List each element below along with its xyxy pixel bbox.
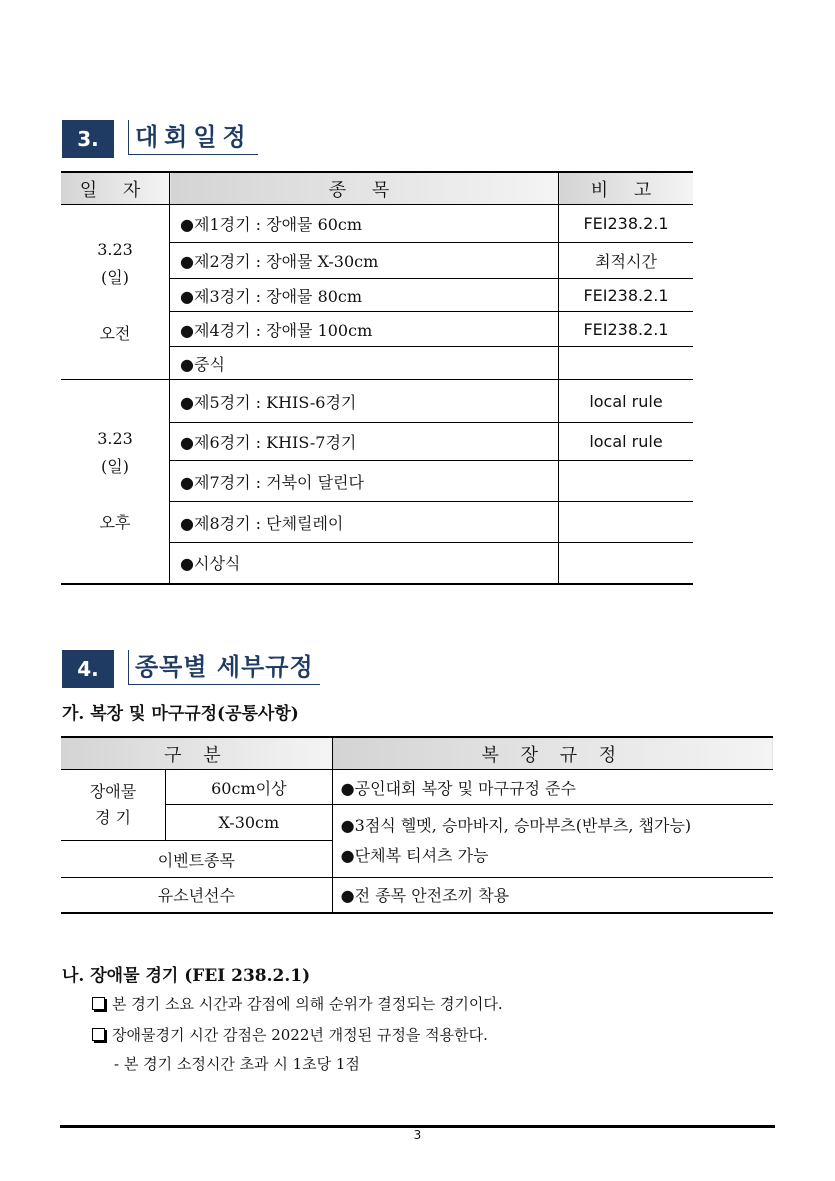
event-cell: ●제3경기 : 장애물 80cm [170,279,559,312]
day: (일) [101,268,129,287]
table-row [61,770,773,805]
header-note: 비 고 [559,172,694,205]
checkbox-line [92,1024,488,1045]
height-60: 60cm이상 [166,770,333,805]
checkbox-icon [92,997,105,1010]
note-cell [559,543,694,584]
height-x30: X-30cm [166,805,333,841]
event-cell: ●제4경기 : 장애물 100cm [170,312,559,347]
day: (일) [101,457,129,477]
event-cell: ●중식 [170,347,559,380]
subheading-b: 나. 장애물 경기 (FEI 238.2.1) [62,966,311,986]
event-text: 제2경기 : 장애물 X-30cm [194,252,379,271]
rule-cell: ●3점식 헬멧, 승마바지, 승마부츠(반부츠, 챕가능) ●단체복 티셔츠 가능 [332,805,773,878]
rule-cell: ●공인대회 복장 및 마구규정 준수 [332,770,773,805]
category-label: 장애물 [89,782,137,801]
date-cell [61,380,170,584]
header-rule: 복 장 규 정 [332,737,773,770]
event-cell: ●제1경기 : 장애물 60cm [170,205,559,243]
event-text: 제7경기 : 거북이 달린다 [194,472,364,492]
note-cell [559,461,694,502]
header-date: 일 자 [61,172,170,205]
event-cell: ●시상식 [170,543,559,584]
event-cell: ●제8경기 : 단체릴레이 [170,502,559,543]
checkbox-icon [92,1028,105,1041]
line-text: 본 경기 소요 시간과 감점에 의해 순위가 결정되는 경기이다. [112,995,503,1013]
period: 오전 [99,324,131,343]
section-number: 3. [62,120,114,158]
event-text: 제5경기 : KHIS-6경기 [194,392,357,412]
rule-text: 공인대회 복장 및 마구규정 준수 [354,778,576,798]
schedule-table [61,171,693,585]
category-label-2: 경 기 [95,808,131,827]
event-cell: ●제5경기 : KHIS-6경기 [170,380,559,423]
category-youth: 유소년선수 [61,878,332,913]
rule-text: 단체복 티셔츠 가능 [354,846,489,865]
line-text: 장애물경기 시간 감점은 2022년 개정된 규정을 적용한다. [112,1026,488,1044]
rule-text: 3점식 헬멧, 승마바지, 승마부츠(반부츠, 챕가능) [354,816,692,835]
note-cell: FEI238.2.1 [559,205,694,243]
event-text: 제1경기 : 장애물 60cm [194,215,363,234]
header-event: 종 목 [170,172,559,205]
period: 오후 [99,513,131,533]
dash-line: - 본 경기 소정시간 초과 시 1초당 1점 [114,1055,360,1073]
rule-text: 전 종목 안전조끼 착용 [354,886,510,906]
event-text: 시상식 [194,554,241,574]
event-text: 중식 [194,354,225,374]
table-row [61,878,773,913]
header-category: 구 분 [61,737,332,770]
table-header-row [61,737,773,770]
page-number: 3 [413,1128,422,1142]
checkbox-line [92,993,503,1014]
category-jumping [61,770,166,841]
event-cell: ●제6경기 : KHIS-7경기 [170,423,559,461]
note-cell [559,347,694,380]
note-cell: 최적시간 [559,243,694,279]
table-header-row [61,172,693,205]
event-cell: ●제2경기 : 장애물 X-30cm [170,243,559,279]
event-cell: ●제7경기 : 거북이 달린다 [170,461,559,502]
section-title: 대회일정 [128,120,258,155]
table-row [61,380,693,423]
table-row [61,805,773,841]
dress-code-table [61,736,773,914]
note-cell: FEI238.2.1 [559,279,694,312]
section-number: 4. [62,650,114,688]
event-text: 제4경기 : 장애물 100cm [194,320,373,340]
date-cell [61,205,170,380]
rule-cell: ●전 종목 안전조끼 착용 [332,878,773,913]
event-text: 제8경기 : 단체릴레이 [194,513,344,533]
date: 3.23 [97,429,133,449]
event-text: 제3경기 : 장애물 80cm [194,286,363,306]
subheading-a: 가. 복장 및 마구규정(공통사항) [62,704,299,724]
category-event: 이벤트종목 [61,841,332,878]
table-row [61,205,693,243]
note-cell [559,502,694,543]
note-cell: local rule [559,380,694,423]
note-cell: FEI238.2.1 [559,312,694,347]
date: 3.23 [97,240,133,259]
note-cell: local rule [559,423,694,461]
section-title: 종목별 세부규정 [128,650,320,685]
event-text: 제6경기 : KHIS-7경기 [194,433,357,452]
